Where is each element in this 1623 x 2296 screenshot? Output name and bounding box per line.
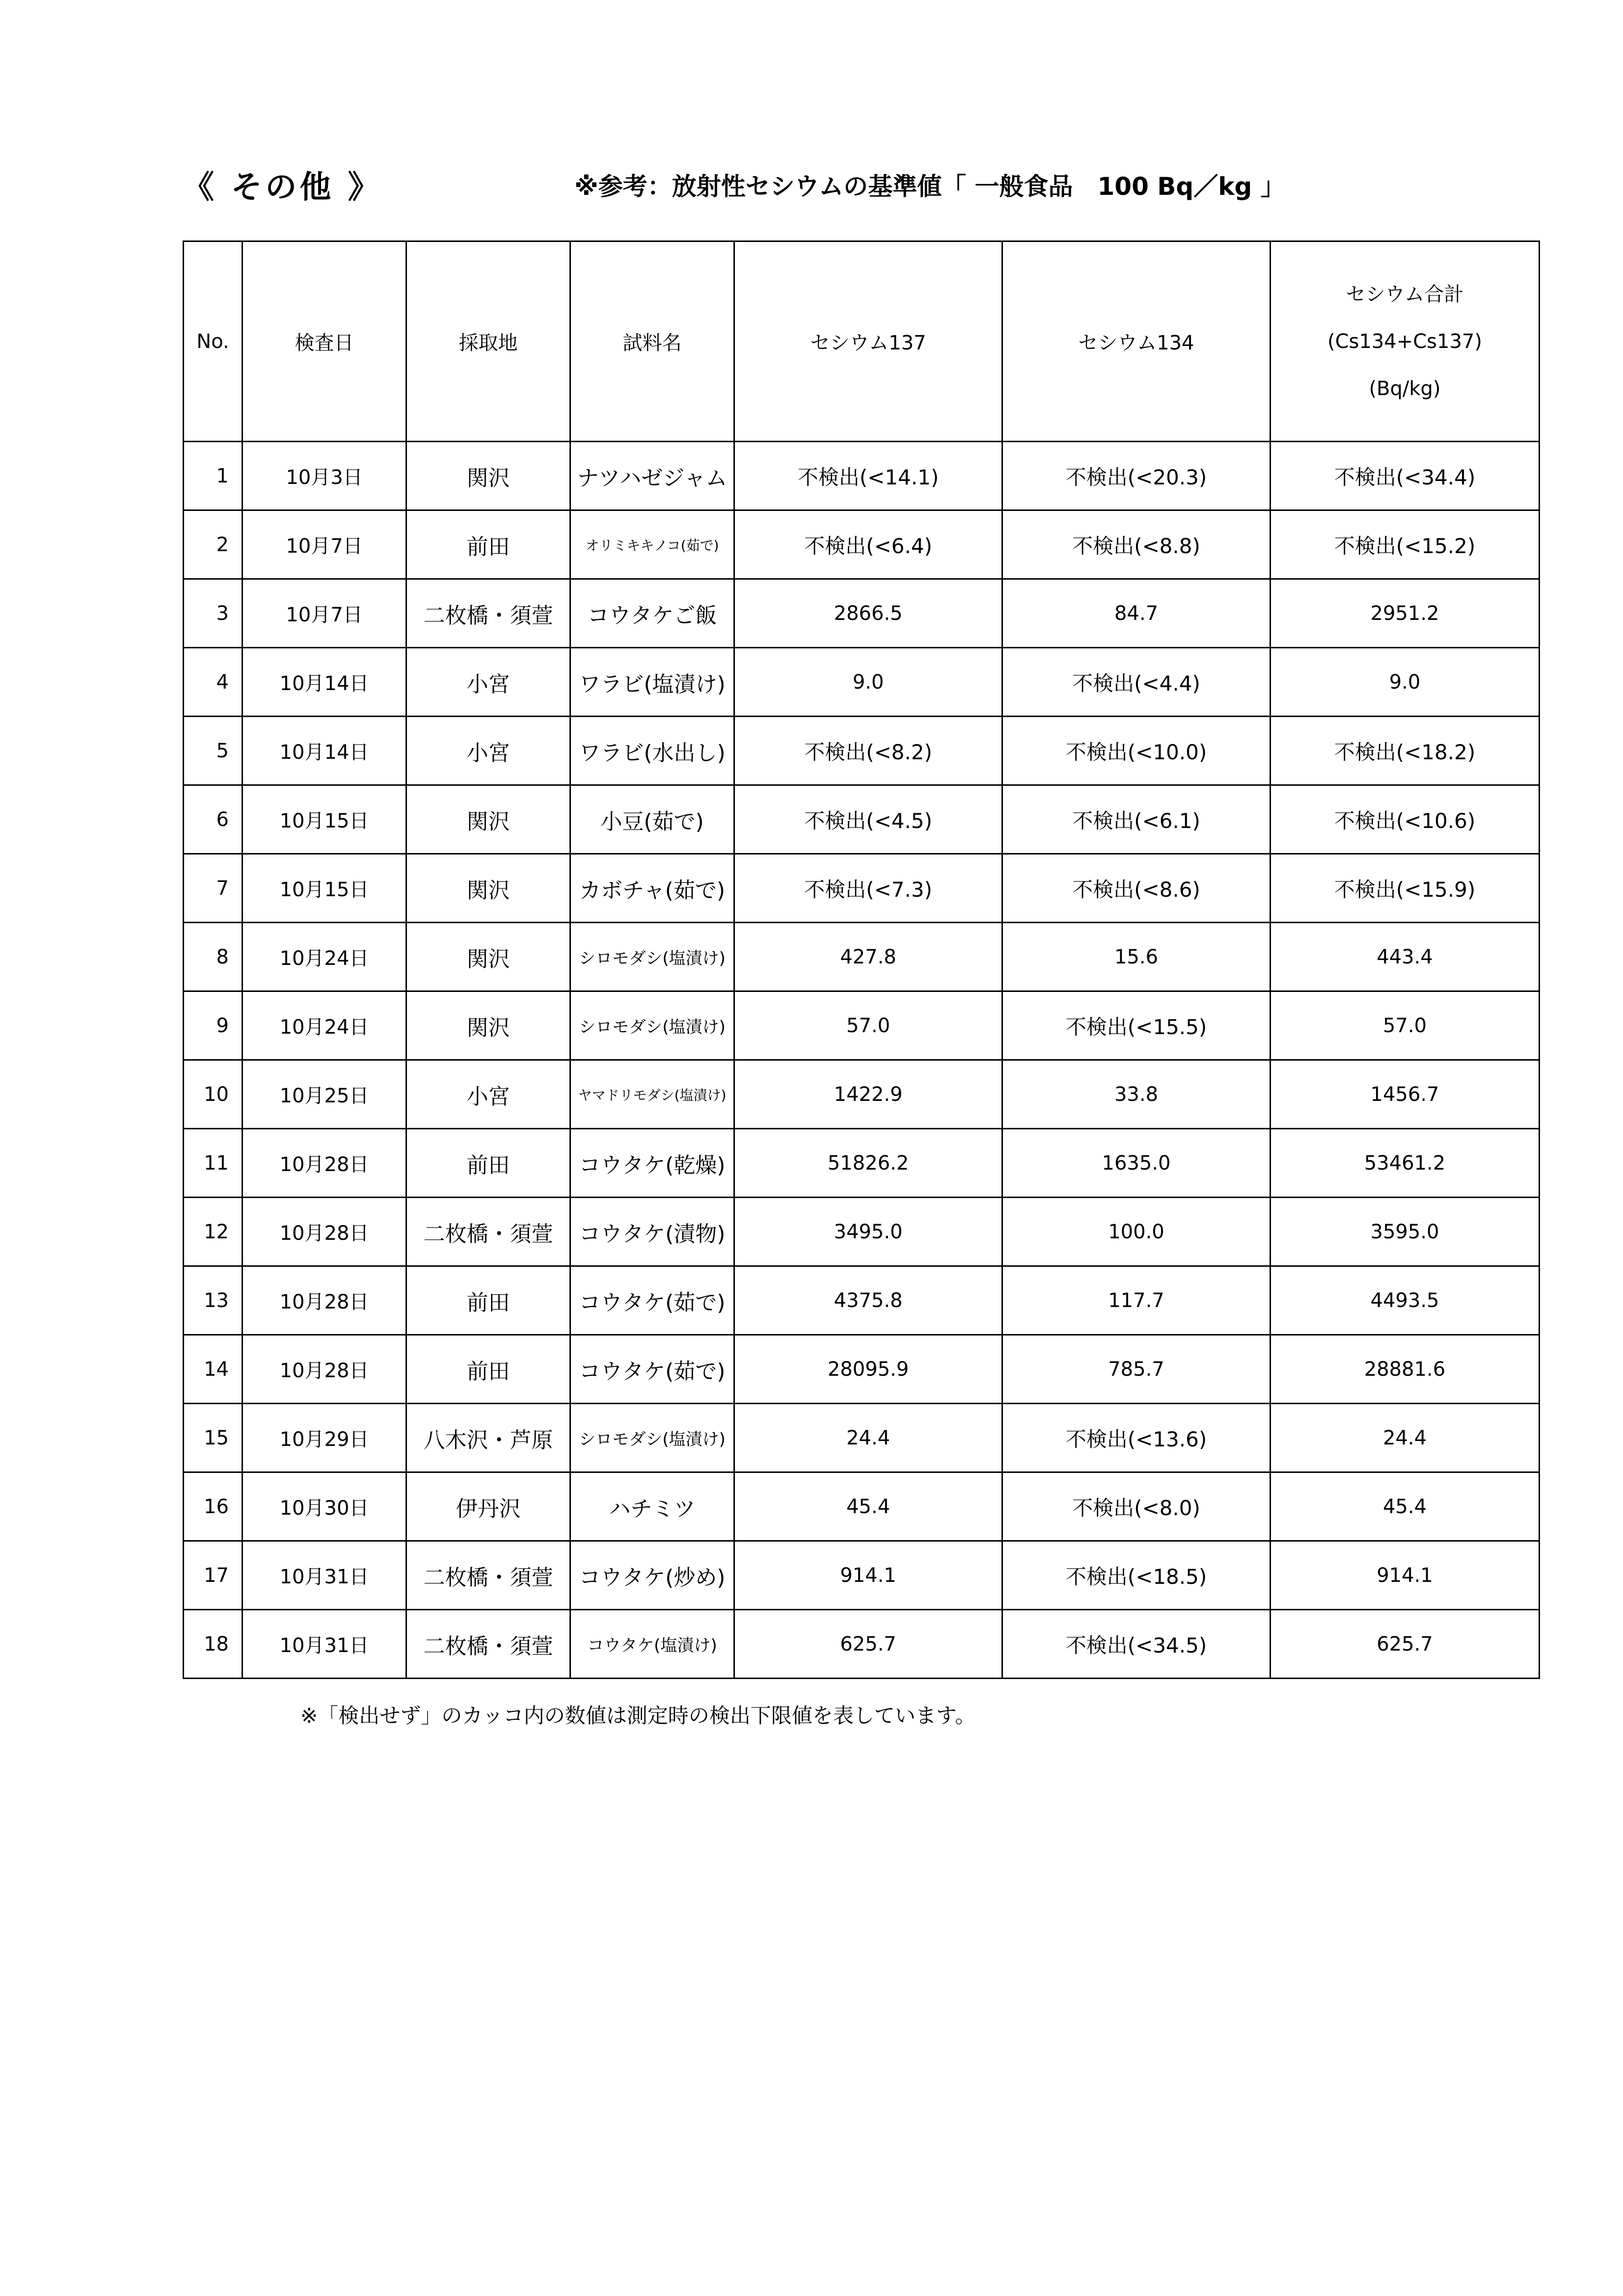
cell-no: 3 bbox=[184, 579, 243, 648]
cell-date: 10月28日 bbox=[243, 1198, 406, 1266]
cell-no: 7 bbox=[184, 854, 243, 923]
cell-cs134: 不検出(<4.4) bbox=[1002, 648, 1271, 717]
cell-date: 10月28日 bbox=[243, 1266, 406, 1335]
cell-no: 16 bbox=[184, 1472, 243, 1541]
cell-total: 4493.5 bbox=[1271, 1266, 1540, 1335]
reference-standard-note: ※参考：放射性セシウムの基準値「 一般食品 100 Bq／kg 」 bbox=[574, 172, 1285, 201]
cell-total: 2951.2 bbox=[1271, 579, 1540, 648]
cell-cs137: 51826.2 bbox=[734, 1129, 1002, 1198]
cell-location: 前田 bbox=[406, 1335, 570, 1404]
cell-cs134: 不検出(<34.5) bbox=[1002, 1610, 1271, 1679]
table-row bbox=[184, 579, 1540, 648]
cell-total: 3595.0 bbox=[1271, 1198, 1540, 1266]
cell-no: 4 bbox=[184, 648, 243, 717]
header-total-formula: (Cs134+Cs137) bbox=[1327, 330, 1482, 353]
table-row bbox=[184, 1198, 1540, 1266]
cell-sample: オリミキキノコ(茹で) bbox=[570, 510, 734, 579]
cell-cs137: 28095.9 bbox=[734, 1335, 1002, 1404]
cell-date: 10月28日 bbox=[243, 1129, 406, 1198]
cell-sample: 小豆(茹で) bbox=[570, 785, 734, 854]
cell-cs134: 不検出(<15.5) bbox=[1002, 991, 1271, 1060]
cell-location: 小宮 bbox=[406, 1060, 570, 1129]
cell-cs137: 914.1 bbox=[734, 1541, 1002, 1610]
cell-no: 17 bbox=[184, 1541, 243, 1610]
cell-location: 前田 bbox=[406, 1129, 570, 1198]
cell-date: 10月7日 bbox=[243, 510, 406, 579]
cell-sample: コウタケご飯 bbox=[570, 579, 734, 648]
header-no: No. bbox=[184, 241, 243, 442]
cell-location: 二枚橋・須萱 bbox=[406, 1198, 570, 1266]
table-row bbox=[184, 1266, 1540, 1335]
cell-total: 28881.6 bbox=[1271, 1335, 1540, 1404]
cell-cs137: 427.8 bbox=[734, 923, 1002, 991]
cell-total: 625.7 bbox=[1271, 1610, 1540, 1679]
header-total-label: セシウム合計 bbox=[1346, 283, 1464, 306]
cell-cs137: 不検出(<8.2) bbox=[734, 717, 1002, 785]
cell-no: 2 bbox=[184, 510, 243, 579]
cell-cs137: 不検出(<6.4) bbox=[734, 510, 1002, 579]
header-total bbox=[1271, 241, 1540, 442]
cell-no: 9 bbox=[184, 991, 243, 1060]
table-row bbox=[184, 1610, 1540, 1679]
cell-cs137: 24.4 bbox=[734, 1404, 1002, 1472]
table-row bbox=[184, 785, 1540, 854]
cell-date: 10月14日 bbox=[243, 717, 406, 785]
cell-sample: コウタケ(塩漬け) bbox=[570, 1610, 734, 1679]
cell-cs137: 不検出(<14.1) bbox=[734, 442, 1002, 510]
cell-cs137: 不検出(<7.3) bbox=[734, 854, 1002, 923]
header-location: 採取地 bbox=[406, 241, 570, 442]
cell-date: 10月31日 bbox=[243, 1541, 406, 1610]
cell-cs134: 100.0 bbox=[1002, 1198, 1271, 1266]
cell-cs137: 不検出(<4.5) bbox=[734, 785, 1002, 854]
cell-sample: ワラビ(水出し) bbox=[570, 717, 734, 785]
table-row bbox=[184, 923, 1540, 991]
table-row bbox=[184, 717, 1540, 785]
cell-location: 前田 bbox=[406, 510, 570, 579]
cell-cs134: 不検出(<8.8) bbox=[1002, 510, 1271, 579]
cell-sample: ワラビ(塩漬け) bbox=[570, 648, 734, 717]
cell-cs137: 9.0 bbox=[734, 648, 1002, 717]
cell-total: 914.1 bbox=[1271, 1541, 1540, 1610]
cell-date: 10月29日 bbox=[243, 1404, 406, 1472]
cell-location: 関沢 bbox=[406, 854, 570, 923]
cell-total: 不検出(<15.2) bbox=[1271, 510, 1540, 579]
cell-date: 10月31日 bbox=[243, 1610, 406, 1679]
cell-cs137: 1422.9 bbox=[734, 1060, 1002, 1129]
cell-location: 二枚橋・須萱 bbox=[406, 579, 570, 648]
cell-total: 24.4 bbox=[1271, 1404, 1540, 1472]
section-title: 《 その他 》 bbox=[183, 169, 382, 206]
cell-total: 1456.7 bbox=[1271, 1060, 1540, 1129]
cell-location: 関沢 bbox=[406, 785, 570, 854]
cell-date: 10月24日 bbox=[243, 923, 406, 991]
cell-date: 10月30日 bbox=[243, 1472, 406, 1541]
cell-date: 10月14日 bbox=[243, 648, 406, 717]
table-row bbox=[184, 991, 1540, 1060]
table-row bbox=[184, 1060, 1540, 1129]
cesium-results-table bbox=[183, 240, 1540, 1679]
cell-sample: コウタケ(茹で) bbox=[570, 1266, 734, 1335]
cell-cs134: 15.6 bbox=[1002, 923, 1271, 991]
cell-cs137: 57.0 bbox=[734, 991, 1002, 1060]
header-date: 検査日 bbox=[243, 241, 406, 442]
table-row bbox=[184, 648, 1540, 717]
table-row bbox=[184, 1335, 1540, 1404]
cell-sample: ハチミツ bbox=[570, 1472, 734, 1541]
cell-no: 10 bbox=[184, 1060, 243, 1129]
header-cs137: セシウム137 bbox=[734, 241, 1002, 442]
cell-cs134: 不検出(<13.6) bbox=[1002, 1404, 1271, 1472]
cell-cs134: 84.7 bbox=[1002, 579, 1271, 648]
cell-no: 5 bbox=[184, 717, 243, 785]
cell-no: 12 bbox=[184, 1198, 243, 1266]
table-row bbox=[184, 510, 1540, 579]
cell-cs137: 2866.5 bbox=[734, 579, 1002, 648]
cell-sample: コウタケ(漬物) bbox=[570, 1198, 734, 1266]
cell-cs137: 4375.8 bbox=[734, 1266, 1002, 1335]
cell-cs134: 不検出(<20.3) bbox=[1002, 442, 1271, 510]
cell-location: 関沢 bbox=[406, 442, 570, 510]
cell-sample: ナツハゼジャム bbox=[570, 442, 734, 510]
cell-date: 10月25日 bbox=[243, 1060, 406, 1129]
cell-no: 11 bbox=[184, 1129, 243, 1198]
cell-location: 前田 bbox=[406, 1266, 570, 1335]
cell-location: 小宮 bbox=[406, 648, 570, 717]
table-header-row bbox=[184, 241, 1540, 442]
cell-sample: ヤマドリモダシ(塩漬け) bbox=[570, 1060, 734, 1129]
cell-no: 18 bbox=[184, 1610, 243, 1679]
cell-location: 二枚橋・須萱 bbox=[406, 1541, 570, 1610]
cell-location: 関沢 bbox=[406, 991, 570, 1060]
cell-total: 45.4 bbox=[1271, 1472, 1540, 1541]
cell-date: 10月24日 bbox=[243, 991, 406, 1060]
cell-no: 14 bbox=[184, 1335, 243, 1404]
cell-total: 53461.2 bbox=[1271, 1129, 1540, 1198]
cell-total: 不検出(<18.2) bbox=[1271, 717, 1540, 785]
table-row bbox=[184, 1541, 1540, 1610]
cell-sample: シロモダシ(塩漬け) bbox=[570, 991, 734, 1060]
cell-total: 57.0 bbox=[1271, 991, 1540, 1060]
cell-total: 9.0 bbox=[1271, 648, 1540, 717]
table-row bbox=[184, 1472, 1540, 1541]
cell-date: 10月15日 bbox=[243, 854, 406, 923]
cell-cs134: 33.8 bbox=[1002, 1060, 1271, 1129]
cell-total: 不検出(<15.9) bbox=[1271, 854, 1540, 923]
cell-cs134: 不検出(<6.1) bbox=[1002, 785, 1271, 854]
cell-sample: コウタケ(乾燥) bbox=[570, 1129, 734, 1198]
cell-cs137: 3495.0 bbox=[734, 1198, 1002, 1266]
cell-location: 小宮 bbox=[406, 717, 570, 785]
cell-date: 10月28日 bbox=[243, 1335, 406, 1404]
cell-cs134: 785.7 bbox=[1002, 1335, 1271, 1404]
header-cs134: セシウム134 bbox=[1002, 241, 1271, 442]
cell-no: 13 bbox=[184, 1266, 243, 1335]
cell-sample: コウタケ(茹で) bbox=[570, 1335, 734, 1404]
cell-sample: シロモダシ(塩漬け) bbox=[570, 1404, 734, 1472]
cell-cs134: 不検出(<8.0) bbox=[1002, 1472, 1271, 1541]
cell-date: 10月15日 bbox=[243, 785, 406, 854]
header-total-unit: (Bq/kg) bbox=[1369, 377, 1441, 400]
table-row bbox=[184, 1404, 1540, 1472]
cell-sample: カボチャ(茹で) bbox=[570, 854, 734, 923]
cell-location: 伊丹沢 bbox=[406, 1472, 570, 1541]
cell-cs134: 不検出(<8.6) bbox=[1002, 854, 1271, 923]
cell-no: 15 bbox=[184, 1404, 243, 1472]
cell-sample: シロモダシ(塩漬け) bbox=[570, 923, 734, 991]
cell-cs134: 117.7 bbox=[1002, 1266, 1271, 1335]
cell-cs137: 45.4 bbox=[734, 1472, 1002, 1541]
header-sample: 試料名 bbox=[570, 241, 734, 442]
table-row bbox=[184, 854, 1540, 923]
cell-total: 443.4 bbox=[1271, 923, 1540, 991]
cell-total: 不検出(<34.4) bbox=[1271, 442, 1540, 510]
table-row bbox=[184, 1129, 1540, 1198]
cell-cs134: 不検出(<18.5) bbox=[1002, 1541, 1271, 1610]
table-row bbox=[184, 442, 1540, 510]
cell-location: 関沢 bbox=[406, 923, 570, 991]
cell-cs137: 625.7 bbox=[734, 1610, 1002, 1679]
cell-location: 二枚橋・須萱 bbox=[406, 1610, 570, 1679]
cell-sample: コウタケ(炒め) bbox=[570, 1541, 734, 1610]
cell-total: 不検出(<10.6) bbox=[1271, 785, 1540, 854]
cell-no: 1 bbox=[184, 442, 243, 510]
cell-no: 8 bbox=[184, 923, 243, 991]
footnote: ※「検出せず」のカッコ内の数値は測定時の検出下限値を表しています。 bbox=[300, 1704, 976, 1728]
cell-cs134: 不検出(<10.0) bbox=[1002, 717, 1271, 785]
cell-cs134: 1635.0 bbox=[1002, 1129, 1271, 1198]
cell-date: 10月3日 bbox=[243, 442, 406, 510]
cell-location: 八木沢・芦原 bbox=[406, 1404, 570, 1472]
cell-date: 10月7日 bbox=[243, 579, 406, 648]
cell-no: 6 bbox=[184, 785, 243, 854]
